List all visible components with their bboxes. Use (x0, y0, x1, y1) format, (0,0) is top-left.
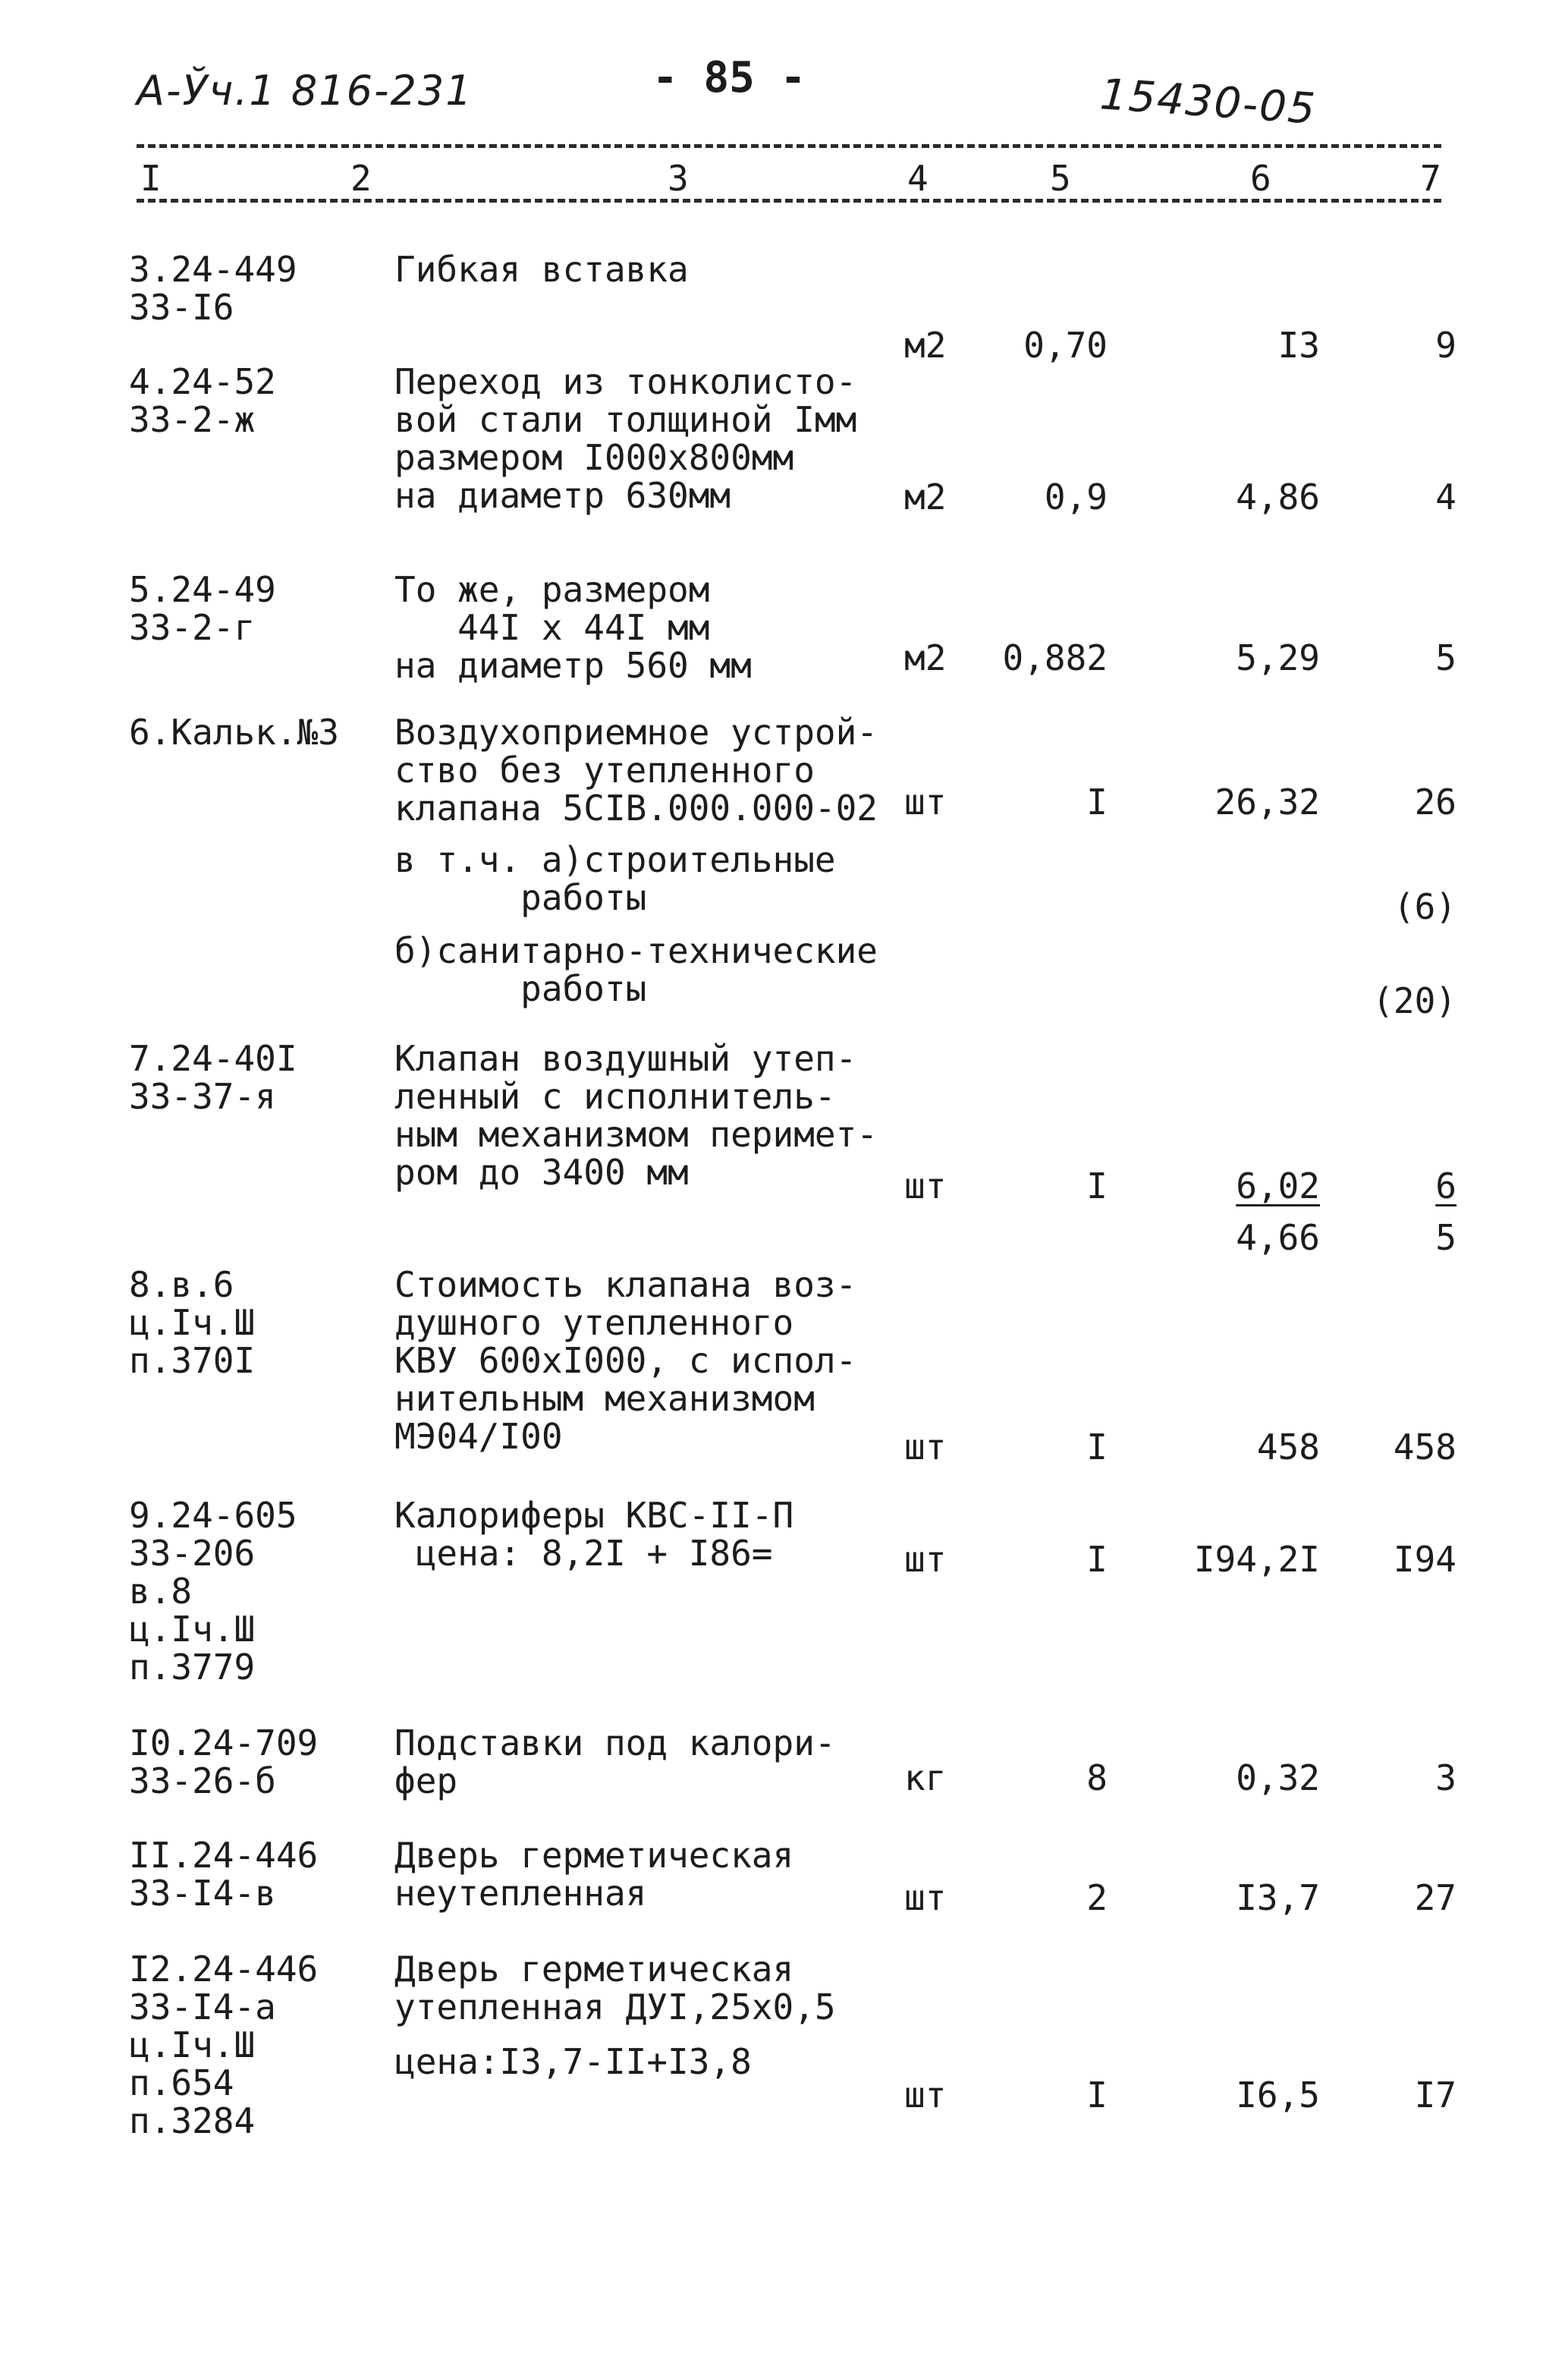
row-unit: м2 (904, 477, 947, 517)
divider-top (137, 144, 1441, 148)
row-price-formula: цена:I3,7-II+I3,8 (394, 2041, 752, 2082)
row-total: 9 (1435, 325, 1456, 366)
column-number: 5 (1050, 158, 1071, 199)
row-unit-price: 5,29 (1236, 637, 1320, 678)
row-total: 5 (1435, 637, 1456, 678)
row-total: 26 (1414, 782, 1456, 823)
row-unit-price: 6,02 (1236, 1165, 1320, 1206)
document-code: А-Ўч.1 816-231 (137, 67, 473, 115)
row-total: 3 (1435, 1757, 1456, 1798)
row-quantity: I (1086, 1539, 1108, 1580)
divider-header (137, 199, 1441, 203)
row-unit-price: 458 (1256, 1427, 1320, 1467)
row-unit-price: 4,86 (1236, 477, 1320, 517)
row-reference: II.24-446 33-I4-в (129, 1835, 319, 1914)
row-description: Подставки под калори- фер (394, 1722, 836, 1801)
row-unit: шт (904, 2075, 947, 2115)
row-unit-price-alt: 4,66 (1236, 1217, 1320, 1258)
row-reference: I0.24-709 33-26-б (129, 1722, 319, 1801)
row-description: Гибкая вставка (394, 249, 689, 290)
column-number: 3 (668, 158, 689, 199)
row-unit: м2 (904, 637, 947, 678)
row-unit-price: I94,2I (1193, 1539, 1320, 1580)
row-unit: шт (904, 782, 947, 823)
row-total: 6 (1435, 1165, 1456, 1206)
row-description: в т.ч. а)строительные работы (394, 839, 836, 918)
row-quantity: 2 (1086, 1877, 1108, 1918)
row-description: То же, размером 44I x 44I мм на диаметр 560 мм (394, 569, 752, 686)
row-total: (6) (1393, 886, 1456, 927)
row-reference: 9.24-605 33-206 в.8 ц.Iч.Ш п.3779 (129, 1495, 297, 1688)
project-number: 15430-05 (1098, 70, 1318, 134)
row-total: I94 (1393, 1539, 1456, 1580)
row-total-alt: 5 (1435, 1217, 1456, 1258)
row-quantity: I (1086, 1427, 1108, 1467)
row-unit: кг (904, 1757, 947, 1798)
row-unit-price: I3,7 (1236, 1877, 1320, 1918)
row-description: б)санитарно-технические работы (394, 930, 878, 1009)
row-reference: 8.в.6 ц.Iч.Ш п.370I (129, 1264, 256, 1381)
page-number: - 85 - (652, 53, 806, 102)
row-quantity: 0,9 (1044, 477, 1108, 517)
row-unit: шт (904, 1877, 947, 1918)
row-total: 4 (1435, 477, 1456, 517)
row-total: 27 (1414, 1877, 1456, 1918)
column-number: 4 (907, 158, 929, 199)
row-quantity: I (1086, 2075, 1108, 2115)
row-description: Дверь герметическая неутепленная (394, 1835, 794, 1914)
row-unit-price: 0,32 (1236, 1757, 1320, 1798)
row-reference: 6.Кальк.№3 (129, 712, 339, 753)
column-number: 7 (1420, 158, 1441, 199)
row-description: Стоимость клапана воз- душного утепленного КВУ 600xI000, с испол- нительным механизмом МЭ04/I00 (394, 1264, 857, 1457)
row-quantity: I (1086, 782, 1108, 823)
row-total: I7 (1414, 2075, 1456, 2115)
row-reference: 5.24-49 33-2-г (129, 569, 276, 648)
row-reference: 4.24-52 33-2-ж (129, 361, 276, 440)
row-unit: шт (904, 1427, 947, 1467)
row-total: (20) (1372, 980, 1456, 1021)
row-quantity: I (1086, 1165, 1108, 1206)
column-number: 6 (1250, 158, 1271, 199)
row-unit-price: I6,5 (1236, 2075, 1320, 2115)
row-description: Калориферы КВС-II-П цена: 8,2I + I86= (394, 1495, 794, 1574)
column-number: 2 (350, 158, 372, 199)
row-reference: 7.24-40I 33-37-я (129, 1038, 297, 1117)
row-description: Клапан воздушный утеп- ленный с исполнитель- ным механизмом перимет- ром до 3400 мм (394, 1038, 878, 1193)
row-quantity: 0,70 (1023, 325, 1108, 366)
row-quantity: 0,882 (1002, 637, 1108, 678)
row-reference: I2.24-446 33-I4-а ц.Iч.Ш п.654 п.3284 (129, 1949, 319, 2141)
row-unit-price: I3 (1277, 325, 1320, 366)
row-reference: 3.24-449 33-I6 (129, 249, 297, 328)
row-unit-price: 26,32 (1214, 782, 1320, 823)
row-unit: шт (904, 1165, 947, 1206)
row-description: Дверь герметическая утепленная ДУI,25x0,5 (394, 1949, 836, 2027)
row-description: Воздухоприемное устрой- ство без утепленного клапана 5СIВ.000.000-02 (394, 712, 878, 829)
row-total: 458 (1393, 1427, 1456, 1467)
row-unit: шт (904, 1539, 947, 1580)
row-quantity: 8 (1086, 1757, 1108, 1798)
row-description: Переход из тонколисто- вой стали толщиной Iмм размером I000x800мм на диаметр 630мм (394, 361, 857, 516)
row-unit: м2 (904, 325, 947, 366)
column-number: I (140, 158, 162, 199)
